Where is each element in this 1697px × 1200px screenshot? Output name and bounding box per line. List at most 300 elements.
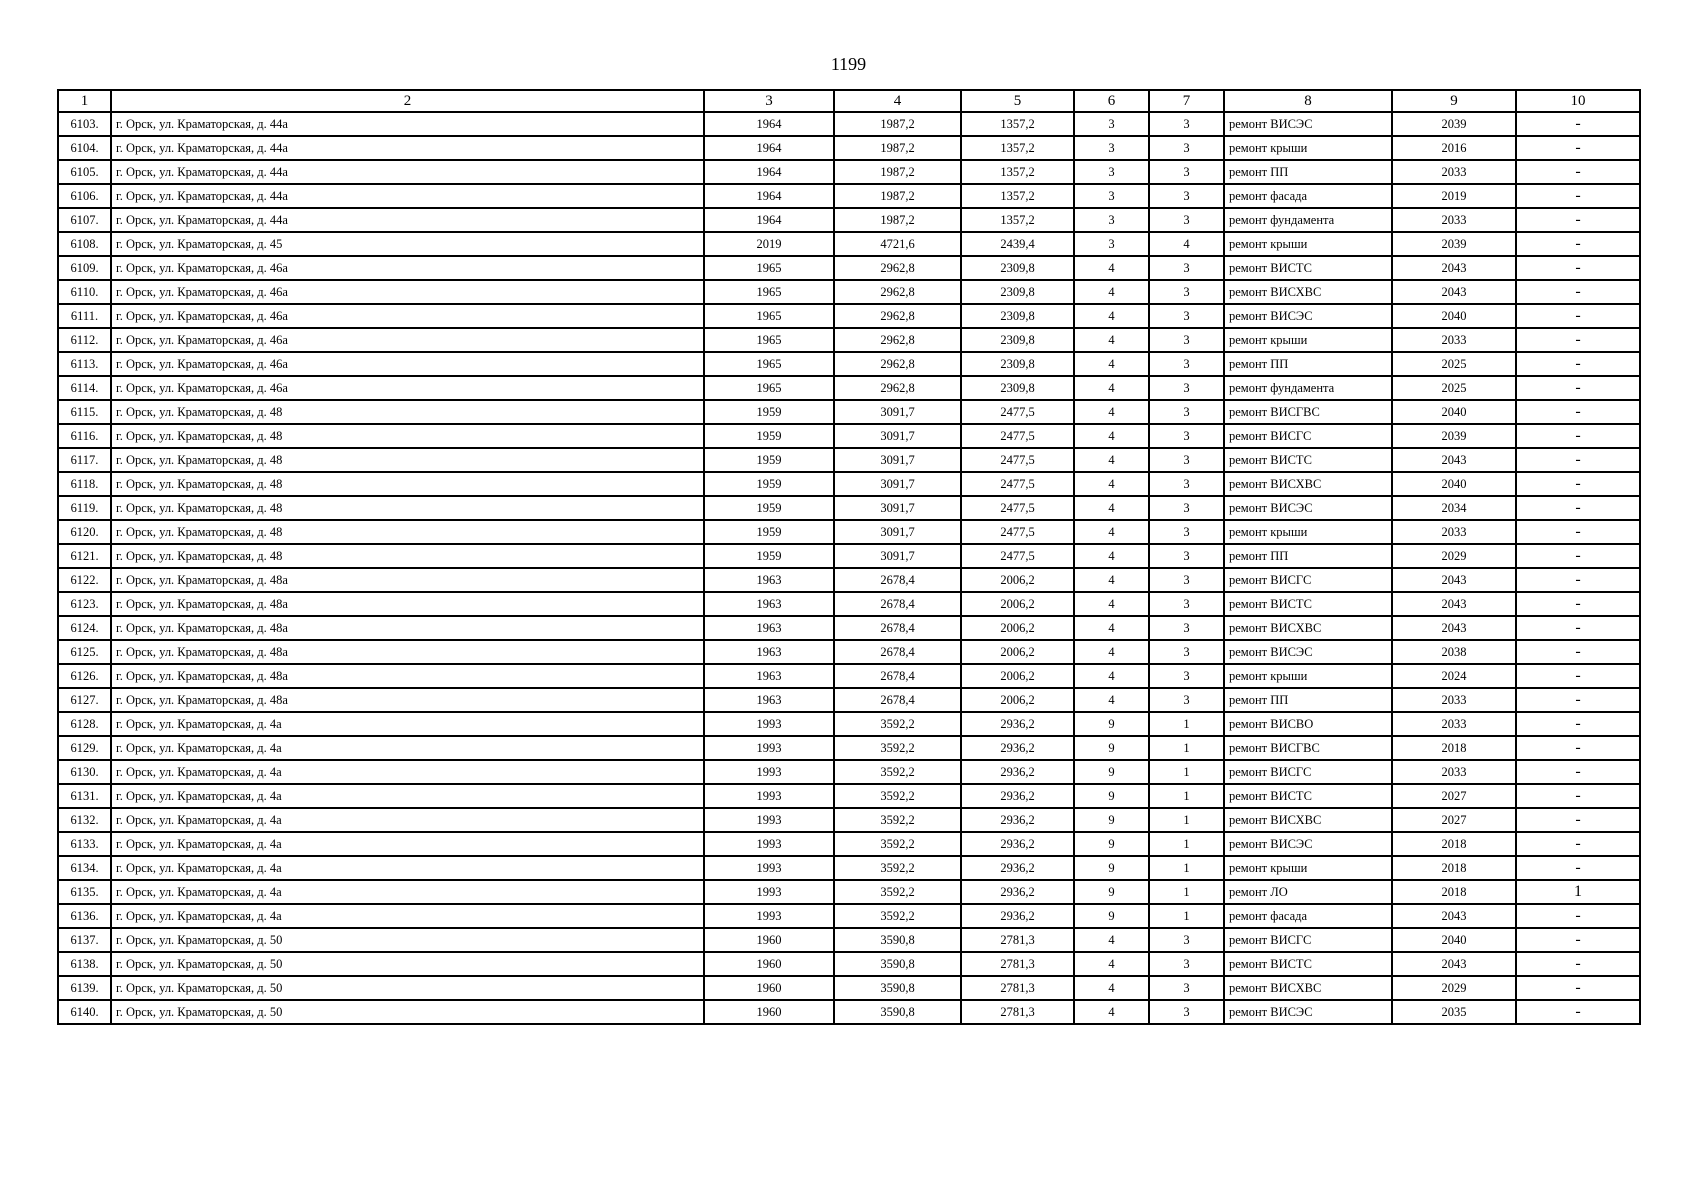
living-area-cell: 2477,5 — [961, 400, 1074, 424]
address-cell: г. Орск, ул. Краматорская, д. 4а — [111, 736, 704, 760]
total-area-cell: 2678,4 — [834, 640, 961, 664]
note-cell: - — [1516, 1000, 1640, 1024]
floors-cell: 4 — [1074, 616, 1149, 640]
planned-year-cell: 2018 — [1392, 856, 1516, 880]
total-area-cell: 3091,7 — [834, 448, 961, 472]
entrances-cell: 3 — [1149, 328, 1224, 352]
floors-cell: 4 — [1074, 664, 1149, 688]
table-row — [58, 904, 1640, 928]
year-cell: 1960 — [704, 928, 834, 952]
total-area-cell: 3590,8 — [834, 952, 961, 976]
row-number-cell: 6117. — [58, 448, 111, 472]
note-cell: - — [1516, 904, 1640, 928]
note-cell: - — [1516, 136, 1640, 160]
address-cell: г. Орск, ул. Краматорская, д. 46а — [111, 256, 704, 280]
entrances-cell: 3 — [1149, 280, 1224, 304]
year-cell: 1965 — [704, 328, 834, 352]
row-number-cell: 6130. — [58, 760, 111, 784]
row-number-cell: 6123. — [58, 592, 111, 616]
note-cell: - — [1516, 208, 1640, 232]
address-cell: г. Орск, ул. Краматорская, д. 46а — [111, 304, 704, 328]
living-area-cell: 2006,2 — [961, 616, 1074, 640]
work-type-cell: ремонт крыши — [1224, 232, 1392, 256]
table-row — [58, 472, 1640, 496]
address-cell: г. Орск, ул. Краматорская, д. 48 — [111, 496, 704, 520]
living-area-cell: 1357,2 — [961, 160, 1074, 184]
living-area-cell: 2309,8 — [961, 376, 1074, 400]
planned-year-cell: 2033 — [1392, 160, 1516, 184]
row-number-cell: 6126. — [58, 664, 111, 688]
total-area-cell: 3592,2 — [834, 808, 961, 832]
planned-year-cell: 2039 — [1392, 232, 1516, 256]
note-cell: - — [1516, 256, 1640, 280]
total-area-cell: 3592,2 — [834, 856, 961, 880]
work-type-cell: ремонт фасада — [1224, 904, 1392, 928]
note-cell: - — [1516, 448, 1640, 472]
living-area-cell: 2936,2 — [961, 784, 1074, 808]
note-cell: - — [1516, 232, 1640, 256]
entrances-cell: 1 — [1149, 880, 1224, 904]
total-area-cell: 3592,2 — [834, 880, 961, 904]
living-area-cell: 2936,2 — [961, 904, 1074, 928]
year-cell: 1965 — [704, 376, 834, 400]
work-type-cell: ремонт ПП — [1224, 688, 1392, 712]
address-cell: г. Орск, ул. Краматорская, д. 48а — [111, 568, 704, 592]
total-area-cell: 2962,8 — [834, 256, 961, 280]
note-cell: - — [1516, 328, 1640, 352]
note-cell: - — [1516, 112, 1640, 136]
entrances-cell: 1 — [1149, 832, 1224, 856]
entrances-cell: 4 — [1149, 232, 1224, 256]
note-cell: - — [1516, 304, 1640, 328]
row-number-cell: 6107. — [58, 208, 111, 232]
column-header: 1 — [58, 90, 111, 112]
total-area-cell: 3091,7 — [834, 400, 961, 424]
row-number-cell: 6140. — [58, 1000, 111, 1024]
entrances-cell: 3 — [1149, 640, 1224, 664]
floors-cell: 4 — [1074, 256, 1149, 280]
planned-year-cell: 2033 — [1392, 712, 1516, 736]
work-type-cell: ремонт крыши — [1224, 136, 1392, 160]
note-cell: - — [1516, 568, 1640, 592]
address-cell: г. Орск, ул. Краматорская, д. 45 — [111, 232, 704, 256]
table-row — [58, 448, 1640, 472]
note-cell: - — [1516, 376, 1640, 400]
planned-year-cell: 2043 — [1392, 592, 1516, 616]
living-area-cell: 2936,2 — [961, 832, 1074, 856]
floors-cell: 9 — [1074, 832, 1149, 856]
total-area-cell: 1987,2 — [834, 136, 961, 160]
address-cell: г. Орск, ул. Краматорская, д. 50 — [111, 976, 704, 1000]
work-type-cell: ремонт ВИСТС — [1224, 448, 1392, 472]
row-number-cell: 6124. — [58, 616, 111, 640]
total-area-cell: 3592,2 — [834, 832, 961, 856]
row-number-cell: 6104. — [58, 136, 111, 160]
living-area-cell: 2781,3 — [961, 976, 1074, 1000]
planned-year-cell: 2038 — [1392, 640, 1516, 664]
year-cell: 1993 — [704, 832, 834, 856]
floors-cell: 9 — [1074, 760, 1149, 784]
total-area-cell: 3590,8 — [834, 928, 961, 952]
planned-year-cell: 2033 — [1392, 328, 1516, 352]
row-number-cell: 6119. — [58, 496, 111, 520]
note-cell: - — [1516, 832, 1640, 856]
column-header: 6 — [1074, 90, 1149, 112]
living-area-cell: 2006,2 — [961, 568, 1074, 592]
address-cell: г. Орск, ул. Краматорская, д. 48а — [111, 592, 704, 616]
floors-cell: 4 — [1074, 520, 1149, 544]
planned-year-cell: 2025 — [1392, 376, 1516, 400]
planned-year-cell: 2043 — [1392, 256, 1516, 280]
address-cell: г. Орск, ул. Краматорская, д. 4а — [111, 784, 704, 808]
entrances-cell: 3 — [1149, 568, 1224, 592]
note-cell: - — [1516, 688, 1640, 712]
floors-cell: 4 — [1074, 304, 1149, 328]
living-area-cell: 2309,8 — [961, 352, 1074, 376]
work-type-cell: ремонт ПП — [1224, 544, 1392, 568]
note-cell: - — [1516, 856, 1640, 880]
work-type-cell: ремонт ВИСТС — [1224, 592, 1392, 616]
note-cell: - — [1516, 640, 1640, 664]
floors-cell: 4 — [1074, 472, 1149, 496]
work-type-cell: ремонт ВИСГС — [1224, 760, 1392, 784]
entrances-cell: 3 — [1149, 1000, 1224, 1024]
year-cell: 1959 — [704, 400, 834, 424]
table-row — [58, 280, 1640, 304]
planned-year-cell: 2043 — [1392, 568, 1516, 592]
row-number-cell: 6120. — [58, 520, 111, 544]
total-area-cell: 3091,7 — [834, 520, 961, 544]
floors-cell: 4 — [1074, 592, 1149, 616]
planned-year-cell: 2033 — [1392, 208, 1516, 232]
column-header: 8 — [1224, 90, 1392, 112]
living-area-cell: 2781,3 — [961, 1000, 1074, 1024]
note-cell: - — [1516, 760, 1640, 784]
column-header: 10 — [1516, 90, 1640, 112]
floors-cell: 4 — [1074, 376, 1149, 400]
total-area-cell: 2678,4 — [834, 568, 961, 592]
note-cell: - — [1516, 496, 1640, 520]
header-row — [58, 90, 1640, 112]
table-row — [58, 880, 1640, 904]
address-cell: г. Орск, ул. Краматорская, д. 4а — [111, 760, 704, 784]
address-cell: г. Орск, ул. Краматорская, д. 4а — [111, 880, 704, 904]
address-cell: г. Орск, ул. Краматорская, д. 44а — [111, 160, 704, 184]
work-type-cell: ремонт ВИСХВС — [1224, 808, 1392, 832]
table-row — [58, 208, 1640, 232]
planned-year-cell: 2016 — [1392, 136, 1516, 160]
note-cell: - — [1516, 592, 1640, 616]
floors-cell: 9 — [1074, 856, 1149, 880]
entrances-cell: 3 — [1149, 160, 1224, 184]
floors-cell: 4 — [1074, 448, 1149, 472]
year-cell: 1963 — [704, 640, 834, 664]
floors-cell: 9 — [1074, 736, 1149, 760]
planned-year-cell: 2043 — [1392, 952, 1516, 976]
planned-year-cell: 2033 — [1392, 688, 1516, 712]
column-header: 7 — [1149, 90, 1224, 112]
floors-cell: 4 — [1074, 352, 1149, 376]
table-row — [58, 1000, 1640, 1024]
page-number: 1199 — [830, 54, 867, 74]
living-area-cell: 1357,2 — [961, 112, 1074, 136]
floors-cell: 3 — [1074, 160, 1149, 184]
address-cell: г. Орск, ул. Краматорская, д. 48а — [111, 616, 704, 640]
table-body — [58, 112, 1640, 1024]
total-area-cell: 3590,8 — [834, 1000, 961, 1024]
entrances-cell: 3 — [1149, 520, 1224, 544]
living-area-cell: 2309,8 — [961, 304, 1074, 328]
floors-cell: 9 — [1074, 880, 1149, 904]
entrances-cell: 1 — [1149, 856, 1224, 880]
address-cell: г. Орск, ул. Краматорская, д. 48 — [111, 472, 704, 496]
table-row — [58, 832, 1640, 856]
work-type-cell: ремонт ВИСХВС — [1224, 976, 1392, 1000]
total-area-cell: 3091,7 — [834, 472, 961, 496]
floors-cell: 3 — [1074, 232, 1149, 256]
row-number-cell: 6116. — [58, 424, 111, 448]
row-number-cell: 6134. — [58, 856, 111, 880]
planned-year-cell: 2034 — [1392, 496, 1516, 520]
address-cell: г. Орск, ул. Краматорская, д. 46а — [111, 376, 704, 400]
work-type-cell: ремонт фундамента — [1224, 376, 1392, 400]
living-area-cell: 2309,8 — [961, 256, 1074, 280]
address-cell: г. Орск, ул. Краматорская, д. 4а — [111, 856, 704, 880]
row-number-cell: 6133. — [58, 832, 111, 856]
note-cell: - — [1516, 616, 1640, 640]
row-number-cell: 6122. — [58, 568, 111, 592]
table-row — [58, 256, 1640, 280]
total-area-cell: 3590,8 — [834, 976, 961, 1000]
year-cell: 1964 — [704, 160, 834, 184]
row-number-cell: 6135. — [58, 880, 111, 904]
entrances-cell: 3 — [1149, 424, 1224, 448]
year-cell: 1964 — [704, 208, 834, 232]
work-type-cell: ремонт ВИСХВС — [1224, 616, 1392, 640]
table-row — [58, 112, 1640, 136]
living-area-cell: 2477,5 — [961, 472, 1074, 496]
repair-schedule-table — [57, 89, 1641, 1025]
address-cell: г. Орск, ул. Краматорская, д. 48 — [111, 448, 704, 472]
work-type-cell: ремонт ВИСЭС — [1224, 304, 1392, 328]
entrances-cell: 1 — [1149, 760, 1224, 784]
table-row — [58, 496, 1640, 520]
table-row — [58, 304, 1640, 328]
year-cell: 1963 — [704, 688, 834, 712]
row-number-cell: 6113. — [58, 352, 111, 376]
year-cell: 1959 — [704, 424, 834, 448]
row-number-cell: 6125. — [58, 640, 111, 664]
address-cell: г. Орск, ул. Краматорская, д. 4а — [111, 832, 704, 856]
note-cell: - — [1516, 544, 1640, 568]
planned-year-cell: 2040 — [1392, 400, 1516, 424]
living-area-cell: 1357,2 — [961, 136, 1074, 160]
total-area-cell: 3592,2 — [834, 760, 961, 784]
entrances-cell: 3 — [1149, 112, 1224, 136]
living-area-cell: 2936,2 — [961, 760, 1074, 784]
address-cell: г. Орск, ул. Краматорская, д. 48 — [111, 520, 704, 544]
total-area-cell: 3091,7 — [834, 544, 961, 568]
living-area-cell: 1357,2 — [961, 208, 1074, 232]
address-cell: г. Орск, ул. Краматорская, д. 46а — [111, 352, 704, 376]
work-type-cell: ремонт ЛО — [1224, 880, 1392, 904]
note-cell: - — [1516, 784, 1640, 808]
table-row — [58, 736, 1640, 760]
floors-cell: 4 — [1074, 280, 1149, 304]
living-area-cell: 2936,2 — [961, 712, 1074, 736]
work-type-cell: ремонт ВИСЭС — [1224, 496, 1392, 520]
year-cell: 1965 — [704, 352, 834, 376]
planned-year-cell: 2029 — [1392, 544, 1516, 568]
entrances-cell: 3 — [1149, 136, 1224, 160]
note-cell: - — [1516, 952, 1640, 976]
note-cell: - — [1516, 160, 1640, 184]
address-cell: г. Орск, ул. Краматорская, д. 50 — [111, 1000, 704, 1024]
work-type-cell: ремонт ВИСГС — [1224, 568, 1392, 592]
table-row — [58, 856, 1640, 880]
floors-cell: 4 — [1074, 496, 1149, 520]
planned-year-cell: 2025 — [1392, 352, 1516, 376]
note-cell: - — [1516, 664, 1640, 688]
row-number-cell: 6121. — [58, 544, 111, 568]
work-type-cell: ремонт ВИСЭС — [1224, 112, 1392, 136]
total-area-cell: 2678,4 — [834, 664, 961, 688]
year-cell: 1963 — [704, 616, 834, 640]
table-row — [58, 544, 1640, 568]
work-type-cell: ремонт ВИСЭС — [1224, 640, 1392, 664]
row-number-cell: 6112. — [58, 328, 111, 352]
living-area-cell: 2781,3 — [961, 928, 1074, 952]
year-cell: 1964 — [704, 184, 834, 208]
living-area-cell: 1357,2 — [961, 184, 1074, 208]
floors-cell: 4 — [1074, 568, 1149, 592]
row-number-cell: 6136. — [58, 904, 111, 928]
note-cell: - — [1516, 424, 1640, 448]
floors-cell: 3 — [1074, 136, 1149, 160]
year-cell: 1993 — [704, 736, 834, 760]
row-number-cell: 6139. — [58, 976, 111, 1000]
year-cell: 1959 — [704, 520, 834, 544]
entrances-cell: 3 — [1149, 304, 1224, 328]
year-cell: 1993 — [704, 784, 834, 808]
total-area-cell: 2678,4 — [834, 592, 961, 616]
floors-cell: 4 — [1074, 688, 1149, 712]
work-type-cell: ремонт ВИСГС — [1224, 424, 1392, 448]
table-row — [58, 136, 1640, 160]
table-row — [58, 952, 1640, 976]
table-row — [58, 664, 1640, 688]
planned-year-cell: 2039 — [1392, 112, 1516, 136]
address-cell: г. Орск, ул. Краматорская, д. 46а — [111, 328, 704, 352]
living-area-cell: 2006,2 — [961, 640, 1074, 664]
table-row — [58, 520, 1640, 544]
living-area-cell: 2477,5 — [961, 520, 1074, 544]
entrances-cell: 1 — [1149, 784, 1224, 808]
row-number-cell: 6118. — [58, 472, 111, 496]
planned-year-cell: 2040 — [1392, 472, 1516, 496]
planned-year-cell: 2018 — [1392, 880, 1516, 904]
work-type-cell: ремонт ВИСЭС — [1224, 832, 1392, 856]
total-area-cell: 2962,8 — [834, 280, 961, 304]
table-row — [58, 232, 1640, 256]
row-number-cell: 6137. — [58, 928, 111, 952]
floors-cell: 3 — [1074, 184, 1149, 208]
entrances-cell: 3 — [1149, 400, 1224, 424]
row-number-cell: 6109. — [58, 256, 111, 280]
year-cell: 1963 — [704, 592, 834, 616]
entrances-cell: 3 — [1149, 496, 1224, 520]
row-number-cell: 6108. — [58, 232, 111, 256]
total-area-cell: 1987,2 — [834, 184, 961, 208]
column-header: 9 — [1392, 90, 1516, 112]
planned-year-cell: 2035 — [1392, 1000, 1516, 1024]
work-type-cell: ремонт ВИСХВС — [1224, 472, 1392, 496]
work-type-cell: ремонт ВИСХВС — [1224, 280, 1392, 304]
table-row — [58, 616, 1640, 640]
planned-year-cell: 2019 — [1392, 184, 1516, 208]
work-type-cell: ремонт ВИСТС — [1224, 256, 1392, 280]
total-area-cell: 3091,7 — [834, 496, 961, 520]
living-area-cell: 2477,5 — [961, 544, 1074, 568]
table-row — [58, 568, 1640, 592]
planned-year-cell: 2040 — [1392, 928, 1516, 952]
floors-cell: 4 — [1074, 976, 1149, 1000]
floors-cell: 4 — [1074, 640, 1149, 664]
planned-year-cell: 2043 — [1392, 616, 1516, 640]
living-area-cell: 2781,3 — [961, 952, 1074, 976]
total-area-cell: 2962,8 — [834, 376, 961, 400]
year-cell: 1960 — [704, 1000, 834, 1024]
row-number-cell: 6114. — [58, 376, 111, 400]
total-area-cell: 4721,6 — [834, 232, 961, 256]
table-row — [58, 184, 1640, 208]
living-area-cell: 2936,2 — [961, 808, 1074, 832]
floors-cell: 9 — [1074, 904, 1149, 928]
row-number-cell: 6110. — [58, 280, 111, 304]
table-row — [58, 160, 1640, 184]
work-type-cell: ремонт ПП — [1224, 160, 1392, 184]
year-cell: 1963 — [704, 664, 834, 688]
year-cell: 1960 — [704, 952, 834, 976]
total-area-cell: 2962,8 — [834, 328, 961, 352]
entrances-cell: 1 — [1149, 736, 1224, 760]
year-cell: 1965 — [704, 304, 834, 328]
total-area-cell: 1987,2 — [834, 112, 961, 136]
work-type-cell: ремонт ВИСГВС — [1224, 400, 1392, 424]
entrances-cell: 3 — [1149, 616, 1224, 640]
floors-cell: 4 — [1074, 400, 1149, 424]
address-cell: г. Орск, ул. Краматорская, д. 44а — [111, 208, 704, 232]
entrances-cell: 3 — [1149, 352, 1224, 376]
floors-cell: 3 — [1074, 112, 1149, 136]
address-cell: г. Орск, ул. Краматорская, д. 48 — [111, 400, 704, 424]
floors-cell: 4 — [1074, 952, 1149, 976]
note-cell: - — [1516, 976, 1640, 1000]
work-type-cell: ремонт крыши — [1224, 328, 1392, 352]
floors-cell: 4 — [1074, 928, 1149, 952]
total-area-cell: 2962,8 — [834, 304, 961, 328]
year-cell: 1965 — [704, 280, 834, 304]
total-area-cell: 3592,2 — [834, 784, 961, 808]
note-cell: - — [1516, 712, 1640, 736]
note-cell: - — [1516, 472, 1640, 496]
year-cell: 1959 — [704, 448, 834, 472]
year-cell: 1993 — [704, 880, 834, 904]
note-cell: - — [1516, 736, 1640, 760]
planned-year-cell: 2029 — [1392, 976, 1516, 1000]
floors-cell: 9 — [1074, 784, 1149, 808]
living-area-cell: 2439,4 — [961, 232, 1074, 256]
